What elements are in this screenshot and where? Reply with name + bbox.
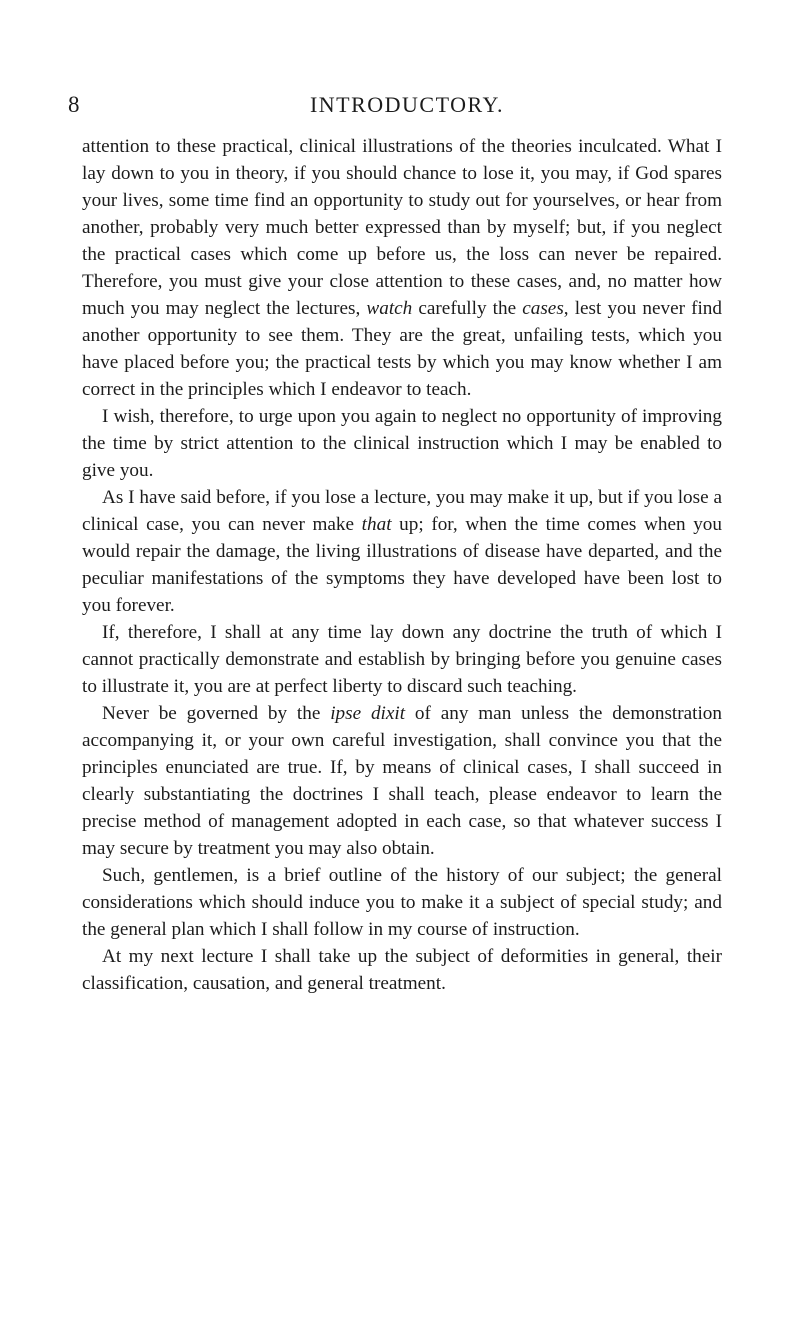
text-run: of any man unless the demonstration accompanying it, or your own careful investigation, shall convince you that the principles enunciated are true. If, by means of clinical cases, I shall succeed in clearly substantiating the doctrines I shall teach, please endeavor to learn the precise method of management adopted in each case, so that whatever success I may secure by treatment you may also obtain. (82, 703, 722, 859)
paragraph (82, 619, 722, 700)
italic-text: ipse dixit (330, 703, 406, 724)
paragraph (82, 403, 722, 484)
body-text (82, 133, 722, 997)
running-head (68, 92, 732, 122)
paragraph (82, 133, 722, 403)
text-run: attention to these practical, clinical illustrations of the theories inculcated. What I lay down to you in theory, if you should chance to lose it, you may, if God spares your lives, some time find an opportunity to study out for yourselves, or hear from another, probably very much better expressed than by myself; but, if you neglect the practical cases which come up before us, the loss can never be repaired. Therefore, you must give your close attention to these cases, and, no matter how much you may neglect the lectures, (82, 136, 722, 319)
text-run: If, therefore, I shall at any time lay down any doctrine the truth of which I cannot practically demonstrate and establish by bringing before you genuine cases to illustrate it, you are at perfect liberty to discard such teaching. (82, 622, 722, 697)
paragraph (82, 484, 722, 619)
running-title: INTRODUCTORY. (309, 92, 505, 117)
paragraph (82, 943, 722, 997)
paragraph (82, 862, 722, 943)
text-run: up; for, when the time comes when you would repair the damage, the living illustrations of disease have departed, and the peculiar manifestations of the symptoms they have developed have been lost to you forever. (82, 514, 722, 616)
text-run: At my next lecture I shall take up the subject of deformities in general, their classification, causation, and general treatment. (82, 946, 722, 994)
page-number: 8 (68, 92, 80, 117)
text-run: Such, gentlemen, is a brief outline of the history of our subject; the general considerations which should induce you to make it a subject of special study; and the general plan which I shall follow in my course of instruction. (82, 865, 722, 940)
text-run: As I have said before, if you lose a lecture, you may make it up, but if you lose a clinical case, you can never make (82, 487, 722, 535)
italic-text: watch (366, 298, 413, 319)
italic-text: that (361, 514, 392, 535)
text-run: Never be governed by the (102, 703, 331, 724)
text-run: I wish, therefore, to urge upon you again to neglect no opportunity of improving the time by strict attention to the clinical instruction which I may be enabled to give you. (82, 406, 722, 481)
italic-text: cases (522, 298, 564, 319)
paragraph (82, 700, 722, 862)
text-run: carefully the (412, 298, 523, 319)
text-run: , lest you never find another opportunity to see them. They are the great, unfailing tests, which you have placed before you; the practical tests by which you may know whether I am correct in the principles which I endeavor to teach. (82, 298, 722, 400)
